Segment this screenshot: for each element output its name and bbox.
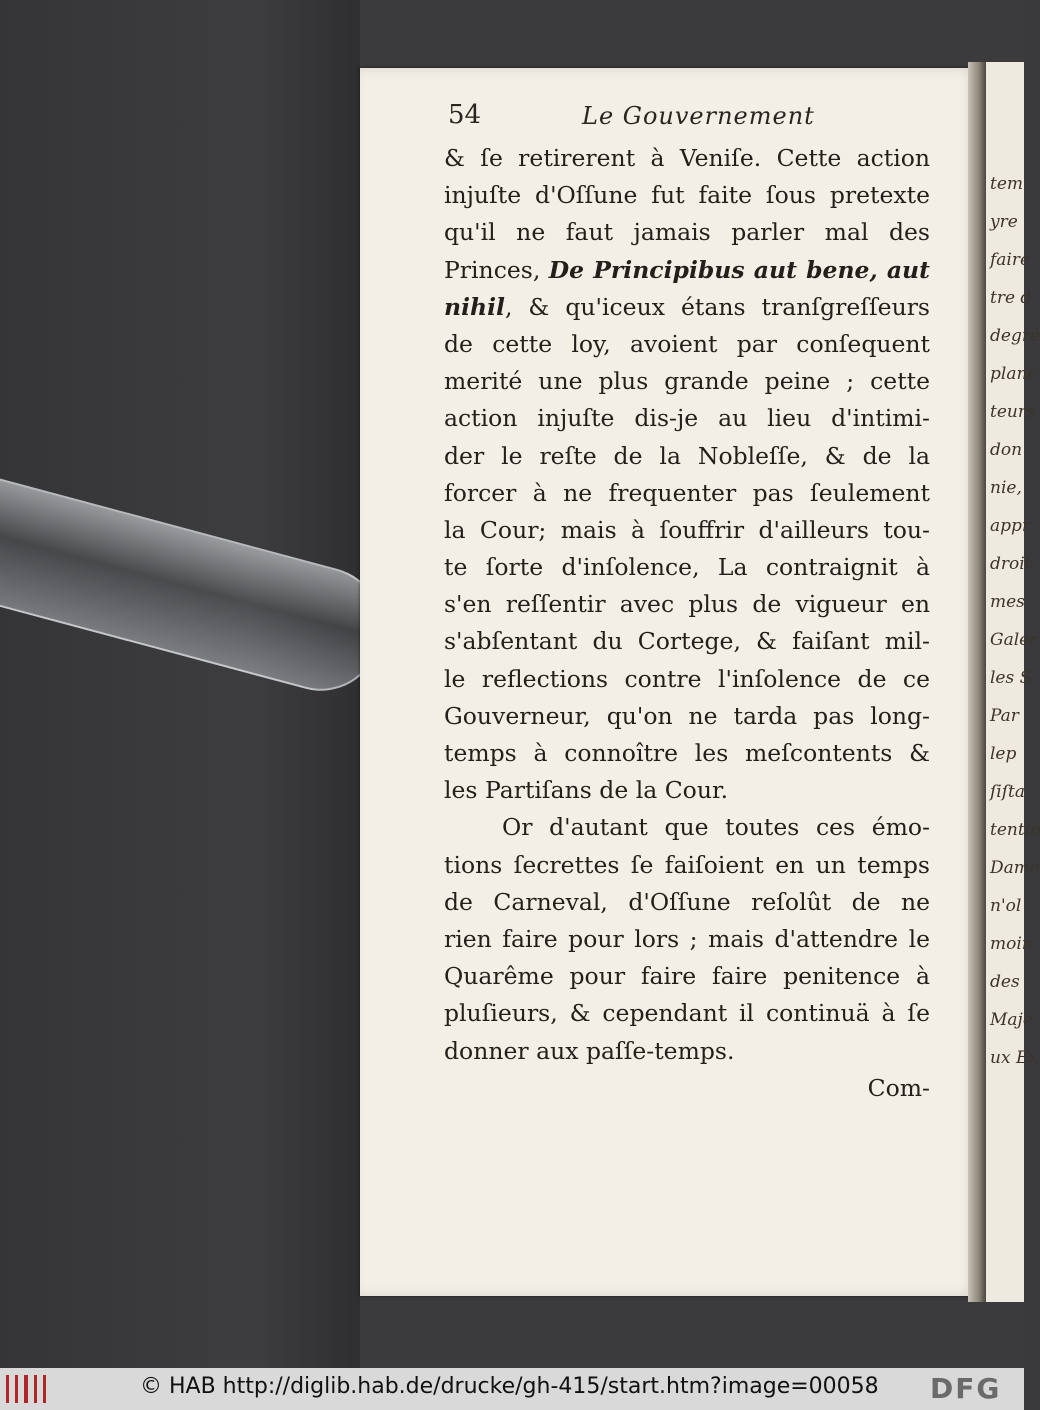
- text-line: te ſorte d'inſolence, La contraignit à: [444, 553, 930, 582]
- text-fragment: Princes,: [444, 255, 549, 284]
- hab-logo-icon: [6, 1375, 46, 1403]
- latin-phrase: De Principibus aut bene, aut: [548, 255, 930, 284]
- adjacent-fragment: tre d: [990, 288, 1032, 308]
- adjacent-fragment: faire: [990, 250, 1031, 270]
- page-number: 54: [448, 100, 482, 130]
- text-line: merité une plus grande peine ; cette: [444, 367, 930, 396]
- text-line: der le reſte de la Nobleſſe, & de la: [444, 441, 930, 470]
- text-line: de cette loy, avoient par conſequent: [444, 329, 930, 358]
- text-line: qu'il ne faut jamais parler mal des: [444, 218, 930, 247]
- adjacent-fragment: Dame: [990, 858, 1040, 878]
- text-line: pluſieurs, & cependant il continuä à ſe: [444, 999, 930, 1028]
- text-line: [444, 252, 930, 289]
- adjacent-fragment: Par: [990, 706, 1019, 726]
- catchword: Com-: [867, 1073, 930, 1102]
- adjacent-page: [986, 62, 1040, 1302]
- text-line: & ſe retirerent à Veniſe. Cette action: [444, 144, 930, 172]
- text-line: Quarême pour faire faire penitence à: [444, 962, 930, 991]
- text-fragment: , & qu'iceux étans tranſgreſſeurs: [504, 292, 930, 321]
- adjacent-fragment: yre: [990, 212, 1018, 232]
- adjacent-fragment: droit: [990, 554, 1032, 574]
- text-line: s'abſentant du Cortege, & faiſant mil-: [444, 627, 930, 656]
- dfg-logo: DFG: [930, 1372, 1002, 1405]
- adjacent-fragment: planc: [990, 364, 1037, 384]
- text-line: rien faire pour lors ; mais d'attendre le: [444, 924, 930, 953]
- text-line: donner aux paſſe-temps.: [444, 1036, 735, 1065]
- running-title: Le Gouvernement: [582, 102, 815, 130]
- adjacent-fragment: Galer: [990, 630, 1038, 650]
- text-line: Or d'autant que toutes ces émo-: [502, 813, 930, 842]
- adjacent-fragment: mes: [990, 592, 1025, 612]
- text-line: temps à connoître les meſcontents &: [444, 739, 930, 767]
- footer-bar: [0, 1368, 1024, 1410]
- adjacent-fragment: nie,: [990, 478, 1022, 498]
- adjacent-fragment: des: [990, 972, 1020, 992]
- running-head: [448, 100, 948, 140]
- adjacent-fragment: moin: [990, 934, 1033, 954]
- adjacent-fragment: appr: [990, 516, 1031, 536]
- adjacent-fragment: ux Ex: [990, 1048, 1038, 1068]
- adjacent-fragment: tentio: [990, 820, 1040, 840]
- adjacent-fragment: ſiſta: [990, 782, 1025, 802]
- text-line: de Carneval, d'Oſſune reſolût de ne: [444, 887, 930, 916]
- text-line: les Partiſans de la Cour.: [444, 776, 729, 805]
- page-text: [444, 140, 930, 1107]
- book-gutter: [968, 62, 986, 1302]
- adjacent-fragment: don: [990, 440, 1023, 460]
- text-line: Gouverneur, qu'on ne tarda pas long-: [444, 701, 930, 730]
- text-line: [444, 289, 930, 326]
- text-line: s'en reſſentir avec plus de vigueur en: [444, 590, 930, 619]
- copyright-link[interactable]: © HAB http://diglib.hab.de/drucke/gh-415/start.htm?image=00058: [140, 1374, 879, 1399]
- text-line: forcer à ne frequenter pas ſeulement: [444, 478, 930, 507]
- adjacent-fragment: Maje: [990, 1010, 1033, 1030]
- text-line: injuſte d'Oſſune fut faite ſous pretexte: [444, 181, 930, 210]
- text-line: le reflections contre l'inſolence de ce: [444, 664, 930, 693]
- adjacent-fragment: lep: [990, 744, 1017, 764]
- adjacent-fragment: teurs: [990, 402, 1035, 422]
- adjacent-fragment: tem: [990, 174, 1024, 194]
- text-line: la Cour; mais à ſouffrir d'ailleurs tou-: [444, 515, 930, 544]
- adjacent-fragment: n'ol: [990, 896, 1022, 916]
- latin-phrase-end: nihil: [444, 292, 505, 321]
- text-line: tions ſecrettes ſe faiſoient en un temps: [444, 850, 930, 879]
- adjacent-fragment: degré: [990, 326, 1040, 346]
- text-line: action injuſte dis-je au lieu d'intimi-: [444, 404, 930, 433]
- adjacent-fragment: les S: [990, 668, 1032, 688]
